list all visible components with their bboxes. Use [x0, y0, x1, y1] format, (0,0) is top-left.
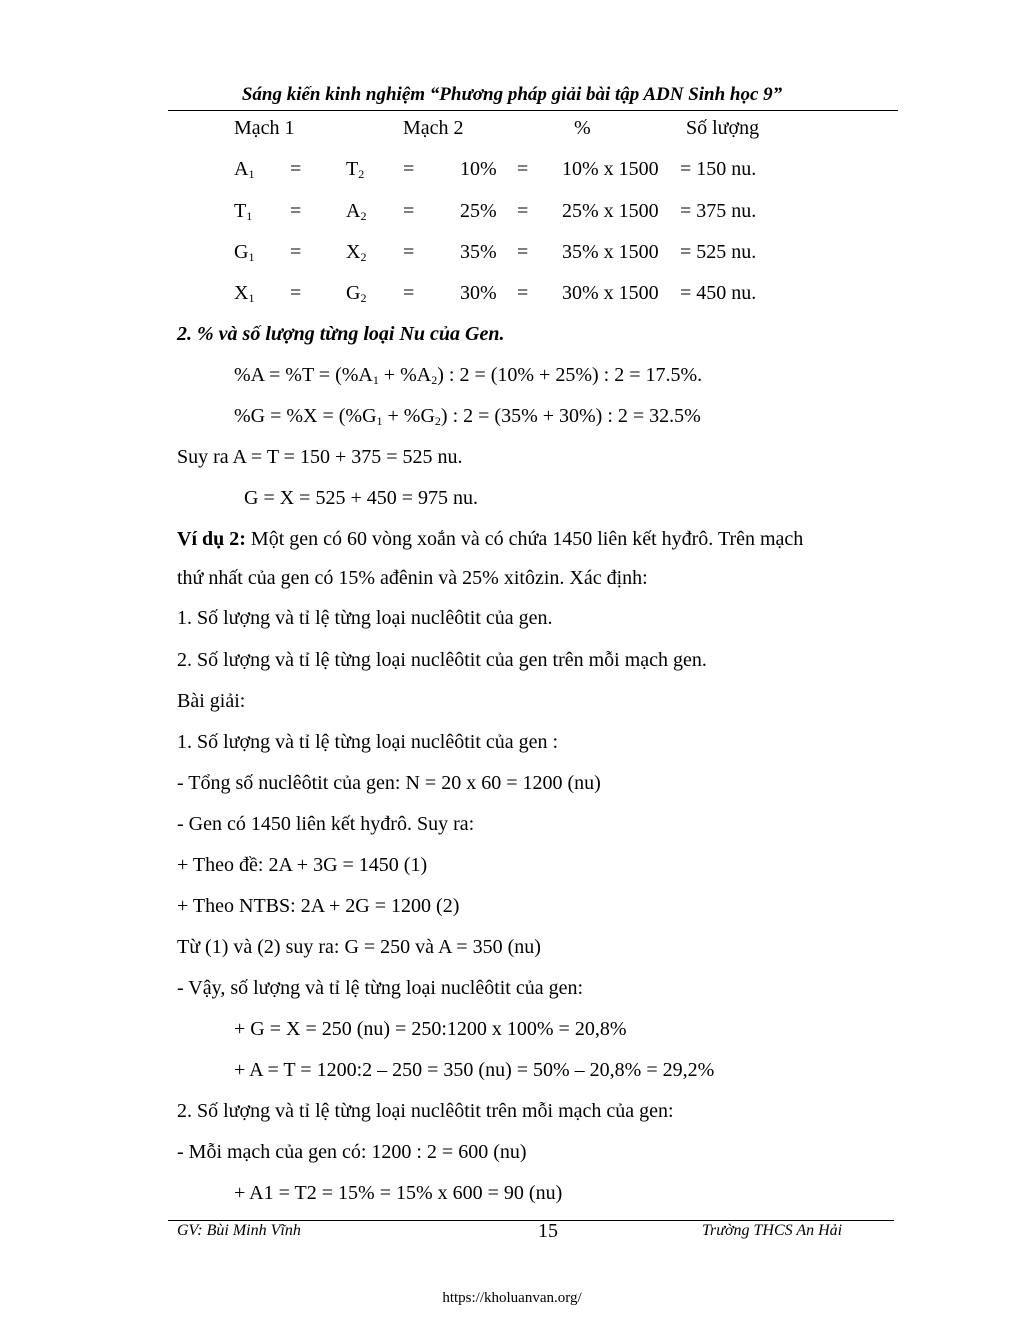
page-number: 15	[538, 1220, 558, 1242]
text-line: 1. Số lượng và tỉ lệ từng loại nuclêôtit của gen :	[177, 731, 559, 753]
result-line: G = X = 525 + 450 = 975 nu.	[244, 487, 479, 509]
section-title: 2. % và số lượng từng loại Nu của Gen.	[177, 323, 505, 345]
text-line: + Theo đề: 2A + 3G = 1450 (1)	[177, 854, 428, 876]
text-line: 2. Số lượng và tỉ lệ từng loại nuclêôtit của gen trên mỗi mạch gen.	[177, 649, 707, 671]
footer-author: GV: Bùi Minh Vĩnh	[177, 1222, 301, 1239]
strand1-base: X	[234, 282, 249, 304]
footer-divider	[168, 1220, 894, 1221]
document-header: Sáng kiến kinh nghiệm “Phương pháp giải bài tập ADN Sinh học 9”	[241, 84, 783, 105]
example-paragraph-cont: thứ nhất của gen có 15% ađênin và 25% xitôzin. Xác định:	[177, 567, 648, 589]
table-header-quantity: Số lượng	[686, 117, 760, 139]
strand1-base: A	[234, 158, 249, 180]
strand1-base: T	[234, 200, 247, 222]
formula-percent-g: $\%G = \%X = (\%G_1 + \%G_2)$ : 2 = (35% + 30%) : 2 = 32.5%	[234, 405, 701, 428]
text-line: + Theo NTBS: 2A + 2G = 1200 (2)	[177, 895, 460, 917]
table-header-percent: %	[574, 117, 591, 139]
text-line: + A1 = T2 = 15% = 15% x 600 = 90 (nu)	[234, 1182, 563, 1204]
text-line: - Tổng số nuclêôtit của gen: N = 20 x 60 = 1200 (nu)	[177, 772, 601, 794]
result-line: Suy ra A = T = 150 + 375 = 525 nu.	[177, 446, 463, 468]
table-header-mach2: Mạch 2	[403, 117, 464, 139]
strand2-base: A	[346, 200, 361, 222]
footer-school: Trường THCS An Hải	[702, 1222, 843, 1239]
strand2-base: T	[346, 158, 359, 180]
table-header-mach1: Mạch 1	[234, 117, 295, 139]
strand1-base: G	[234, 241, 249, 263]
formula-percent-a: $\%A = \%T = (\%A_1 + \%A_2)$ : 2 = (10% + 25%) : 2 = 17.5%.	[234, 364, 703, 387]
strand2-base: G	[346, 282, 361, 304]
text-line: + G = X = 250 (nu) = 250:1200 x 100% = 20,8%	[234, 1018, 627, 1040]
text-line: - Gen có 1450 liên kết hyđrô. Suy ra:	[177, 813, 475, 835]
strand2-base: X	[346, 241, 361, 263]
text-line: Bài giải:	[177, 690, 246, 712]
text-line: - Vậy, số lượng và tỉ lệ từng loại nuclêôtit của gen:	[177, 977, 584, 999]
source-url: https://kholuanvan.org/	[442, 1290, 582, 1306]
example-label: Ví dụ 2:	[177, 528, 246, 550]
example-paragraph: Ví dụ 2: Một gen có 60 vòng xoắn và có chứa 1450 liên kết hyđrô. Trên mạch	[177, 528, 804, 550]
text-line: + A = T = 1200:2 – 250 = 350 (nu) = 50% – 20,8% = 29,2%	[234, 1059, 715, 1081]
text-line: - Mỗi mạch của gen có: 1200 : 2 = 600 (nu)	[177, 1141, 527, 1163]
header-divider	[168, 110, 898, 111]
text-line: 2. Số lượng và tỉ lệ từng loại nuclêôtit trên mỗi mạch của gen:	[177, 1100, 674, 1122]
text-line: 1. Số lượng và tỉ lệ từng loại nuclêôtit của gen.	[177, 607, 553, 629]
text-line: Từ (1) và (2) suy ra: G = 250 và A = 350 (nu)	[177, 936, 541, 958]
